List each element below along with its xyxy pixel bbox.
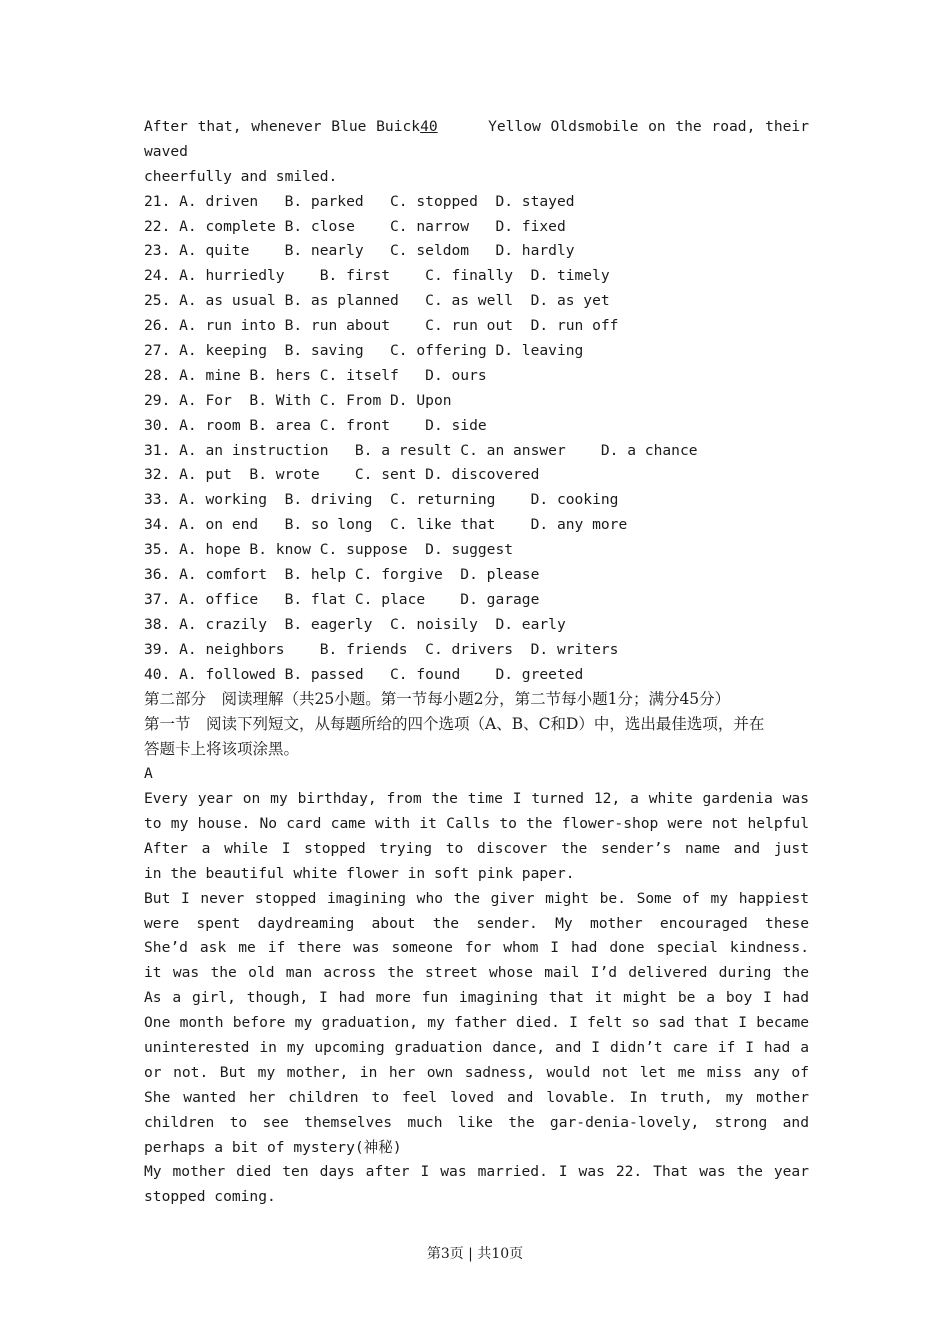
option-line: 39. A. neighbors B. friends C. drivers D. writers xyxy=(144,640,619,658)
passage-line: were spent daydreaming about the sender. My mother encouraged these xyxy=(144,914,809,932)
option-line: 22. A. complete B. close C. narrow D. fixed xyxy=(144,217,566,235)
option-line: 40. A. followed B. passed C. found D. greeted xyxy=(144,665,584,683)
cloze-text-after: Yellow Oldsmobile on the road, their xyxy=(488,118,809,135)
cloze-line: waved xyxy=(144,142,188,160)
option-line: 34. A. on end B. so long C. like that D. any more xyxy=(144,516,628,534)
passage-line: One month before my graduation, my father died. I felt so sad that I became xyxy=(144,1014,809,1032)
passage-line: to my house. No card came with it Calls to the flower-shop were not helpful xyxy=(144,814,809,832)
option-line: 37. A. office B. flat C. place D. garage xyxy=(144,590,540,608)
option-line: 36. A. comfort B. help C. forgive D. please xyxy=(144,566,540,584)
cloze-blank: 40 xyxy=(420,118,438,135)
passage-label: A xyxy=(144,765,153,783)
option-line: 24. A. hurriedly B. first C. finally D. timely xyxy=(144,267,610,285)
option-line: 29. A. For B. With C. From D. Upon xyxy=(144,391,452,409)
option-line: 23. A. quite B. nearly C. seldom D. hardly xyxy=(144,242,575,260)
passage-line: She wanted her children to feel loved and lovable. In truth, my mother xyxy=(144,1088,809,1106)
passage-line: or not. But my mother, in her own sadness, would not let me miss any of xyxy=(144,1063,809,1081)
passage-line: As a girl, though, I had more fun imagining that it might be a boy I had xyxy=(144,989,809,1007)
option-line: 33. A. working B. driving C. returning D. cooking xyxy=(144,491,619,509)
cloze-text-before: After that, whenever Blue Buick xyxy=(144,118,421,135)
option-line: 21. A. driven B. parked C. stopped D. stayed xyxy=(144,192,575,210)
section1-instructions: 第一节 阅读下列短文，从每题所给的四个选项（A、B、C和D）中，选出最佳选项，并在 xyxy=(144,715,765,734)
passage-line: But I never stopped imagining who the giver might be. Some of my happiest xyxy=(144,889,809,907)
passage-line: in the beautiful white flower in soft pink paper. xyxy=(144,864,575,882)
option-line: 26. A. run into B. run about C. run out D. run off xyxy=(144,317,619,335)
document-page xyxy=(144,115,809,1210)
option-line: 31. A. an instruction B. a result C. an answer D. a chance xyxy=(144,441,698,459)
passage-line: She’d ask me if there was someone for whom I had done special kindness. xyxy=(144,939,809,957)
passage-line: uninterested in my upcoming graduation dance, and I didn’t care if I had a xyxy=(144,1038,809,1056)
page-footer: 第3页 | 共10页 xyxy=(426,1246,524,1262)
cloze-line xyxy=(144,115,809,140)
passage-line: My mother died ten days after I was married. I was 22. That was the year xyxy=(144,1163,809,1181)
part2-heading: 第二部分 阅读理解（共25小题。第一节每小题2分，第二节每小题1分；满分45分） xyxy=(144,690,731,709)
cloze-line: cheerfully and smiled. xyxy=(144,167,338,185)
option-line: 27. A. keeping B. saving C. offering D. leaving xyxy=(144,342,584,360)
option-line: 32. A. put B. wrote C. sent D. discovered xyxy=(144,466,540,484)
passage-line: perhaps a bit of mystery(神秘) xyxy=(144,1138,402,1156)
passage-line: stopped coming. xyxy=(144,1188,276,1206)
passage-line: Every year on my birthday, from the time I turned 12, a white gardenia was xyxy=(144,790,809,808)
passage-line: After a while I stopped trying to discover the sender’s name and just xyxy=(144,839,809,857)
option-line: 28. A. mine B. hers C. itself D. ours xyxy=(144,366,487,384)
option-line: 38. A. crazily B. eagerly C. noisily D. early xyxy=(144,615,566,633)
passage-line: children to see themselves much like the gar-denia-lovely, strong and xyxy=(144,1113,809,1131)
option-line: 25. A. as usual B. as planned C. as well D. as yet xyxy=(144,292,610,310)
option-line: 35. A. hope B. know C. suppose D. suggest xyxy=(144,541,514,559)
option-line: 30. A. room B. area C. front D. side xyxy=(144,416,487,434)
section1-instructions-cont: 答题卡上将该项涂黑。 xyxy=(144,740,300,759)
passage-line: it was the old man across the street whose mail I’d delivered during the xyxy=(144,964,809,982)
